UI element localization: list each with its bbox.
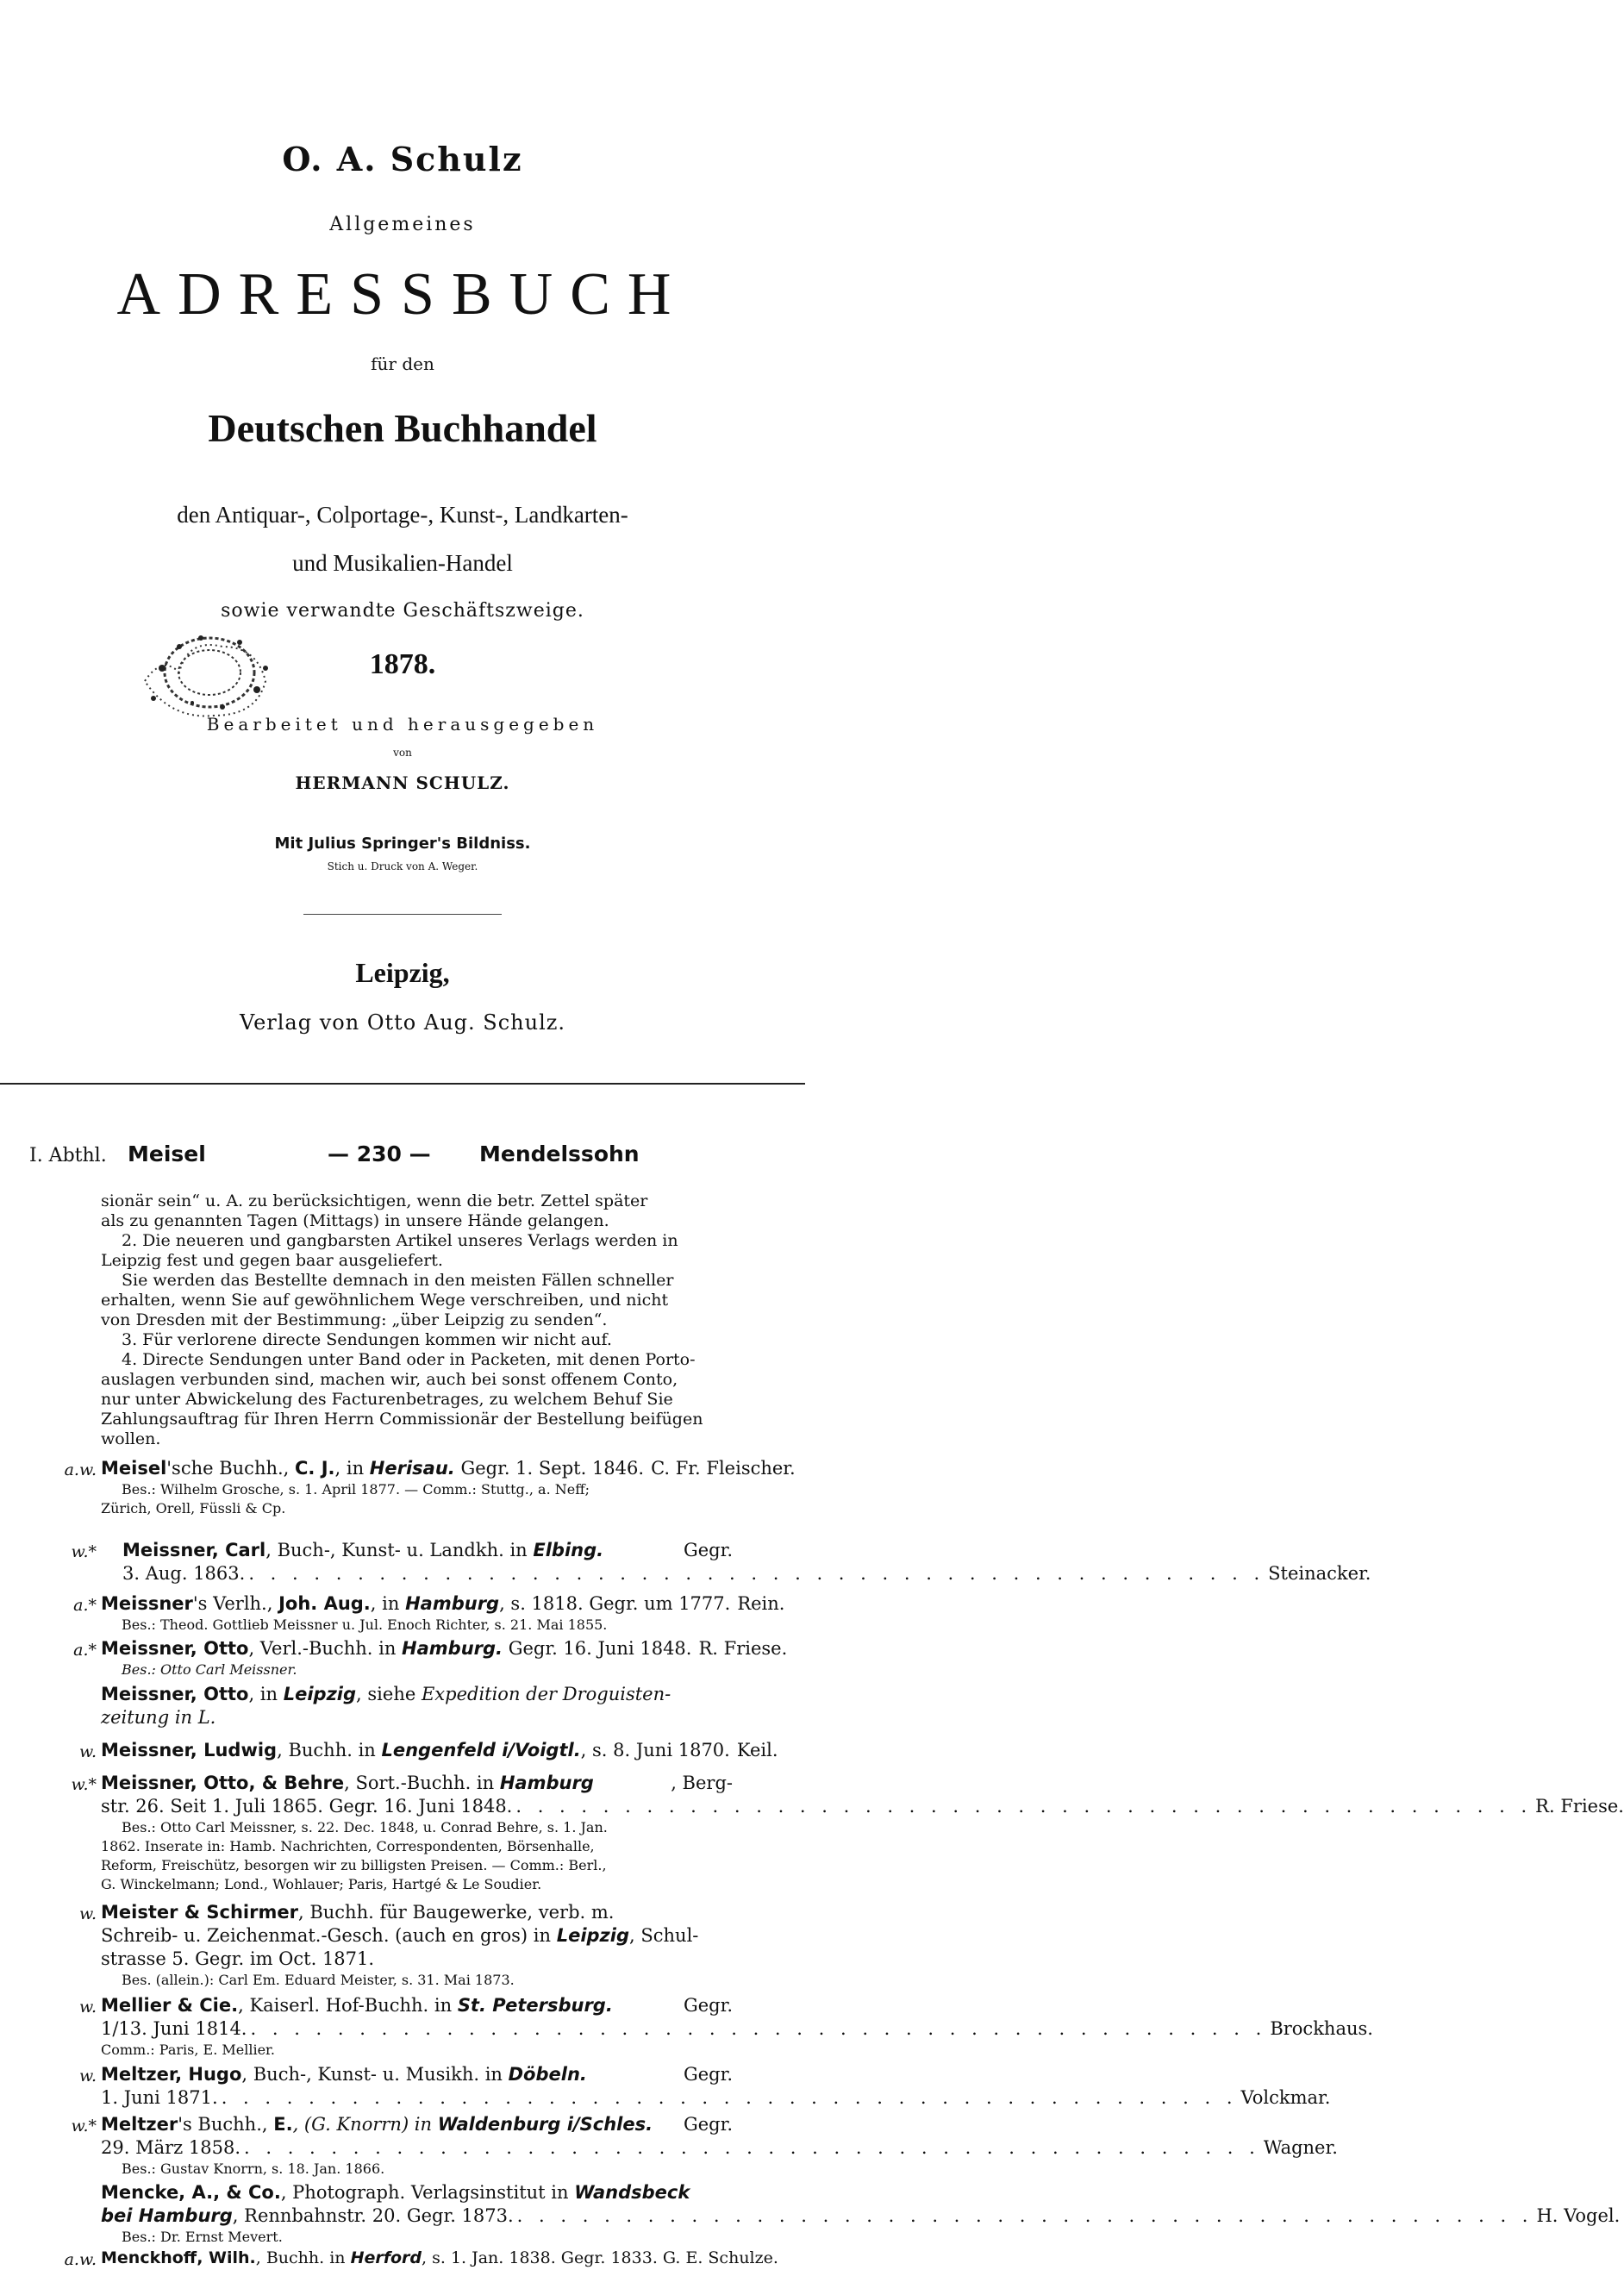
entry-city: Leipzig (283, 1684, 357, 1704)
entry-mark: a.* (73, 1641, 97, 1660)
entry-text: E. (273, 2114, 293, 2135)
entry-commissioner: Rein. (737, 1593, 785, 1614)
entry-text: , Berg- (671, 1773, 733, 1793)
entry-meissner-joh-aug (101, 1592, 785, 1635)
header-section: I. Abthl. (29, 1145, 107, 1166)
entry-text: C. J. (295, 1458, 335, 1479)
entry-name: Meissner, Carl (122, 1540, 266, 1560)
entry-text: Joh. Aug. (278, 1593, 371, 1614)
entry-text: Gegr. (683, 1995, 733, 2016)
entry-city: Wandsbeck (574, 2182, 690, 2203)
intro-line: Zahlungsauftrag für Ihren Herrn Commissionär der Bestellung beifügen (101, 1410, 703, 1429)
entry-name: Meisel (101, 1458, 167, 1479)
entry-mark: w. (78, 1742, 97, 1761)
entry-commissioner: Wagner. (1263, 2137, 1338, 2158)
entry-name: Meister & Schirmer (101, 1902, 298, 1923)
entry-name: Meissner (101, 1593, 193, 1614)
entry-commissioner: Volckmar. (1240, 2087, 1331, 2108)
entry-name: Menckhoff, Wilh. (101, 2248, 256, 2267)
title-rule (303, 914, 502, 915)
entry-city: Hamburg (499, 1773, 594, 1793)
entry-text: Bes.: Otto Carl Meissner, s. 22. Dec. 1848, u. Conrad Behre, s. 1. Jan. (122, 1819, 608, 1835)
dot-leader: . . . . . . . . . . . . . . . . . . . . . . . . . . . . . . . . . . . . . . . . . . . . . . . (516, 2205, 1533, 2226)
entry-text: strasse 5. Gegr. im Oct. 1871. (101, 1948, 375, 1969)
entry-text: Gegr. (683, 2114, 733, 2135)
entry-text: 1. Juni 1871. (101, 2087, 218, 2108)
entry-name: Meissner, Otto (101, 1684, 249, 1704)
entry-mark: w.* (71, 2117, 97, 2136)
entry-name: Mellier & Cie. (101, 1995, 239, 2016)
entry-meister-schirmer (101, 1901, 733, 1990)
entry-mark: a.w. (64, 2250, 97, 2269)
entry-text: 1862. Inserate in: Hamb. Nachrichten, Correspondenten, Börsenhalle, (101, 1838, 595, 1854)
title-page (0, 0, 805, 1083)
allgemeines: Allgemeines (329, 214, 476, 235)
entry-commissioner: H. Vogel. (1536, 2205, 1621, 2226)
entry-text: Bes.: Gustav Knorrn, s. 18. Jan. 1866. (122, 2161, 385, 2177)
entry-text: 1/13. Juni 1814. (101, 2018, 247, 2039)
header-page-number: — 230 — (328, 1141, 431, 1166)
entry-text: , Rennbahnstr. 20. Gegr. 1873. (232, 2205, 514, 2226)
entry-city: Herford (350, 2248, 422, 2267)
entry-text: 's Verlh., (192, 1593, 279, 1614)
entry-text: , in (370, 1593, 406, 1614)
entry-text: zeitung in L. (101, 1707, 216, 1728)
entry-commissioner: Steinacker. (1268, 1563, 1371, 1584)
entry-city: Hamburg. (402, 1638, 503, 1659)
entry-text: , in (334, 1458, 370, 1479)
entry-mark: w.* (71, 1542, 97, 1561)
entry-meissner-ludwig (101, 1739, 778, 1762)
deutschen-buchhandel: Deutschen Buchhandel (208, 406, 597, 450)
intro-line: nur unter Abwickelung des Facturenbetrages, zu welchem Behuf Sie (101, 1390, 673, 1409)
entry-text: , Buchh. für Baugewerke, verb. m. (297, 1902, 615, 1923)
entry-text: Expedition der Droguisten- (421, 1684, 671, 1704)
dot-leader: . . . . . . . . . . . . . . . . . . . . . . . . . . . . . . . . . . . . . . . . . . . . . . . (248, 1563, 1265, 1584)
entry-city: Waldenburg i/Schles. (437, 2114, 653, 2135)
entry-text: Bes.: Theod. Gottlieb Meissner u. Jul. Enoch Richter, s. 21. Mai 1855. (122, 1617, 608, 1633)
adressbuch-title: ADRESSBUCH (116, 261, 689, 328)
intro-line: Sie werden das Bestellte demnach in den meisten Fällen schneller (122, 1271, 674, 1290)
intro-line: sionär sein“ u. A. zu berücksichtigen, wenn die betr. Zettel später (101, 1191, 648, 1210)
dot-leader: . . . . . . . . . . . . . . . . . . . . . . . . . . . . . . . . . . . . . . . . . . . . . . . (221, 2087, 1238, 2108)
dot-leader: . . . . . . . . . . . . . . . . . . . . . . . . . . . . . . . . . . . . . . . . . . . . . . . (515, 1796, 1533, 1817)
intro-text (101, 1191, 704, 1449)
entry-commissioner: Brockhaus. (1270, 2018, 1373, 2039)
entry-text: str. 26. Seit 1. Juli 1865. Gegr. 16. Juni 1848. (101, 1796, 513, 1817)
entry-text: , Buch-, Kunst- u. Musikh. in (241, 2064, 509, 2085)
entry-mencke (101, 2181, 1621, 2247)
entry-text: 'sche Buchh., (166, 1458, 296, 1479)
bildnis-note: Mit Julius Springer's Bildniss. (274, 835, 531, 853)
entry-city: Döbeln. (508, 2064, 587, 2085)
city: Leipzig, (355, 957, 450, 988)
entry-text: Gegr. 16. Juni 1848. (503, 1638, 692, 1659)
entry-name: Meissner, Otto, & Behre (101, 1773, 345, 1793)
dot-leader: . . . . . . . . . . . . . . . . . . . . . . . . . . . . . . . . . . . . . . . . . . . . . . . (250, 2018, 1267, 2039)
entry-text: 's Buchh., (178, 2114, 274, 2135)
entry-mark: w. (78, 1998, 97, 2017)
entry-text: , siehe (356, 1684, 422, 1704)
entry-city: St. Petersburg. (457, 1995, 613, 2016)
entry-city: Hamburg (405, 1593, 500, 1614)
entry-text: Reform, Freischütz, besorgen wir zu billigsten Preisen. — Comm.: Berl., (101, 1857, 607, 1873)
intro-line: als zu genannten Tagen (Mittags) in unsere Hände gelangen. (101, 1211, 609, 1230)
subtitle-antiquar: den Antiquar-, Colportage-, Kunst-, Landkarten- (177, 502, 628, 528)
fuer-den: für den (371, 353, 434, 374)
entry-text: Zürich, Orell, Füssli & Cp. (101, 1500, 286, 1516)
entry-meisel (101, 1457, 796, 1518)
entry-text: 29. März 1858. (101, 2137, 240, 2158)
entry-mark: w. (78, 1904, 97, 1923)
entry-text: Comm.: Paris, E. Mellier. (101, 2042, 276, 2058)
entry-text: , in (248, 1684, 284, 1704)
entry-text: , Sort.-Buchh. in (344, 1773, 500, 1793)
entry-meissner-otto-leipzig (101, 1683, 733, 1729)
intro-line: von Dresden mit der Bestimmung: „über Leipzig zu senden“. (101, 1310, 608, 1329)
entry-meissner-carl (122, 1539, 1371, 1585)
intro-line: 2. Die neueren und gangbarsten Artikel unseres Verlags werden in (122, 1231, 678, 1250)
entry-name: Meissner, Otto (101, 1638, 249, 1659)
entry-text: Bes. (allein.): Carl Em. Eduard Meister, s. 31. Mai 1873. (122, 1972, 515, 1988)
intro-line: 3. Für verlorene directe Sendungen kommen wir nicht auf. (122, 1330, 612, 1349)
entry-text: , Verl.-Buchh. in (248, 1638, 403, 1659)
entry-text: , (G. Knorrn) in (292, 2114, 438, 2135)
entry-commissioner: R. Friese. (1535, 1796, 1624, 1817)
entry-name: Mencke, A., & Co. (101, 2182, 281, 2203)
entry-mark: w. (78, 2067, 97, 2086)
intro-line: 4. Directe Sendungen unter Band oder in Packeten, mit denen Porto- (122, 1350, 696, 1369)
entry-name: Meltzer (101, 2114, 178, 2135)
entry-meissner-otto (101, 1637, 788, 1679)
entry-text: , Buch-, Kunst- u. Landkh. in (265, 1540, 534, 1560)
subtitle-musikalien: und Musikalien-Handel (292, 550, 513, 576)
entry-mark: a.w. (64, 1460, 97, 1479)
intro-line: wollen. (101, 1429, 161, 1448)
entry-commissioner: Keil. (736, 1740, 778, 1760)
bearbeitet: Bearbeitet und herausgegeben (206, 714, 599, 735)
intro-line: Leipzig fest und gegen baar ausgeliefert. (101, 1251, 443, 1270)
entry-text: , s. 1818. Gegr. um 1777. (499, 1593, 731, 1614)
entry-text: Gegr. 1. Sept. 1846. (454, 1458, 645, 1479)
entry-text: , s. 1. Jan. 1838. Gegr. 1833. G. E. Schulze. (422, 2248, 778, 2267)
directory-page (0, 1085, 1624, 2269)
entry-text: , Schul- (629, 1925, 699, 1946)
header-name-left: Meisel (128, 1141, 206, 1166)
entry-name: Meissner, Ludwig (101, 1740, 278, 1760)
entry-mellier (101, 1994, 1373, 2060)
author-name: HERMANN SCHULZ. (295, 772, 510, 793)
entry-text: Bes.: Wilhelm Grosche, s. 1. April 1877. — Comm.: Stuttg., a. Neff; (122, 1481, 590, 1498)
year: 1878. (369, 648, 436, 680)
verlag: Verlag von Otto Aug. Schulz. (239, 1010, 566, 1035)
entry-text: Gegr. (683, 2064, 733, 2085)
entry-text: Bes.: Otto Carl Meissner. (122, 1661, 297, 1678)
entry-name: Meltzer, Hugo (101, 2064, 242, 2085)
entry-city: bei Hamburg (101, 2205, 233, 2226)
von: von (393, 747, 412, 759)
dot-leader: . . . . . . . . . . . . . . . . . . . . . . . . . . . . . . . . . . . . . . . . . . . . . . . (244, 2137, 1260, 2158)
entry-city: Elbing. (533, 1540, 604, 1560)
entry-meissner-behre (101, 1772, 1624, 1894)
entry-text: Schreib- u. Zeichenmat.-Gesch. (auch en gros) in (101, 1925, 557, 1946)
stich-note: Stich u. Druck von A. Weger. (327, 860, 478, 872)
entry-commissioner: R. Friese. (698, 1638, 788, 1659)
entry-text: , Photograph. Verlagsinstitut in (280, 2182, 575, 2203)
entry-city: Lengenfeld i/Voigtl. (381, 1740, 581, 1760)
entry-text: G. Winckelmann; Lond., Wohlauer; Paris, Hartgé & Le Soudier. (101, 1876, 542, 1892)
entry-text: Bes.: Dr. Ernst Mevert. (122, 2229, 283, 2245)
entry-meltzer-buchh (101, 2113, 1338, 2179)
entry-mark: a.* (73, 1596, 97, 1615)
entry-text: , Kaiserl. Hof-Buchh. in (238, 1995, 458, 2016)
entry-text: Gegr. (683, 1540, 733, 1560)
subtitle-verwandte: sowie verwandte Geschäftszweige. (221, 600, 584, 622)
entry-menckhoff (101, 2247, 778, 2270)
entry-text: , s. 8. Juni 1870. (580, 1740, 730, 1760)
intro-line: auslagen verbunden sind, machen wir, auch bei sonst offenem Conto, (101, 1370, 678, 1389)
entry-meltzer-hugo (101, 2063, 1331, 2110)
publisher-name: O. A. Schulz (282, 140, 523, 178)
header-name-right: Mendelssohn (479, 1141, 640, 1166)
entry-mark: w.* (71, 1775, 97, 1794)
entry-city: Leipzig (556, 1925, 630, 1946)
entry-commissioner: C. Fr. Fleischer. (651, 1458, 796, 1479)
entry-text: , Buchh. in (277, 1740, 382, 1760)
entry-city: Herisau. (369, 1458, 455, 1479)
intro-line: erhalten, wenn Sie auf gewöhnlichem Wege verschreiben, und nicht (101, 1291, 669, 1310)
entry-text: , Buchh. in (255, 2248, 351, 2267)
entry-text: 3. Aug. 1863. (122, 1563, 246, 1584)
